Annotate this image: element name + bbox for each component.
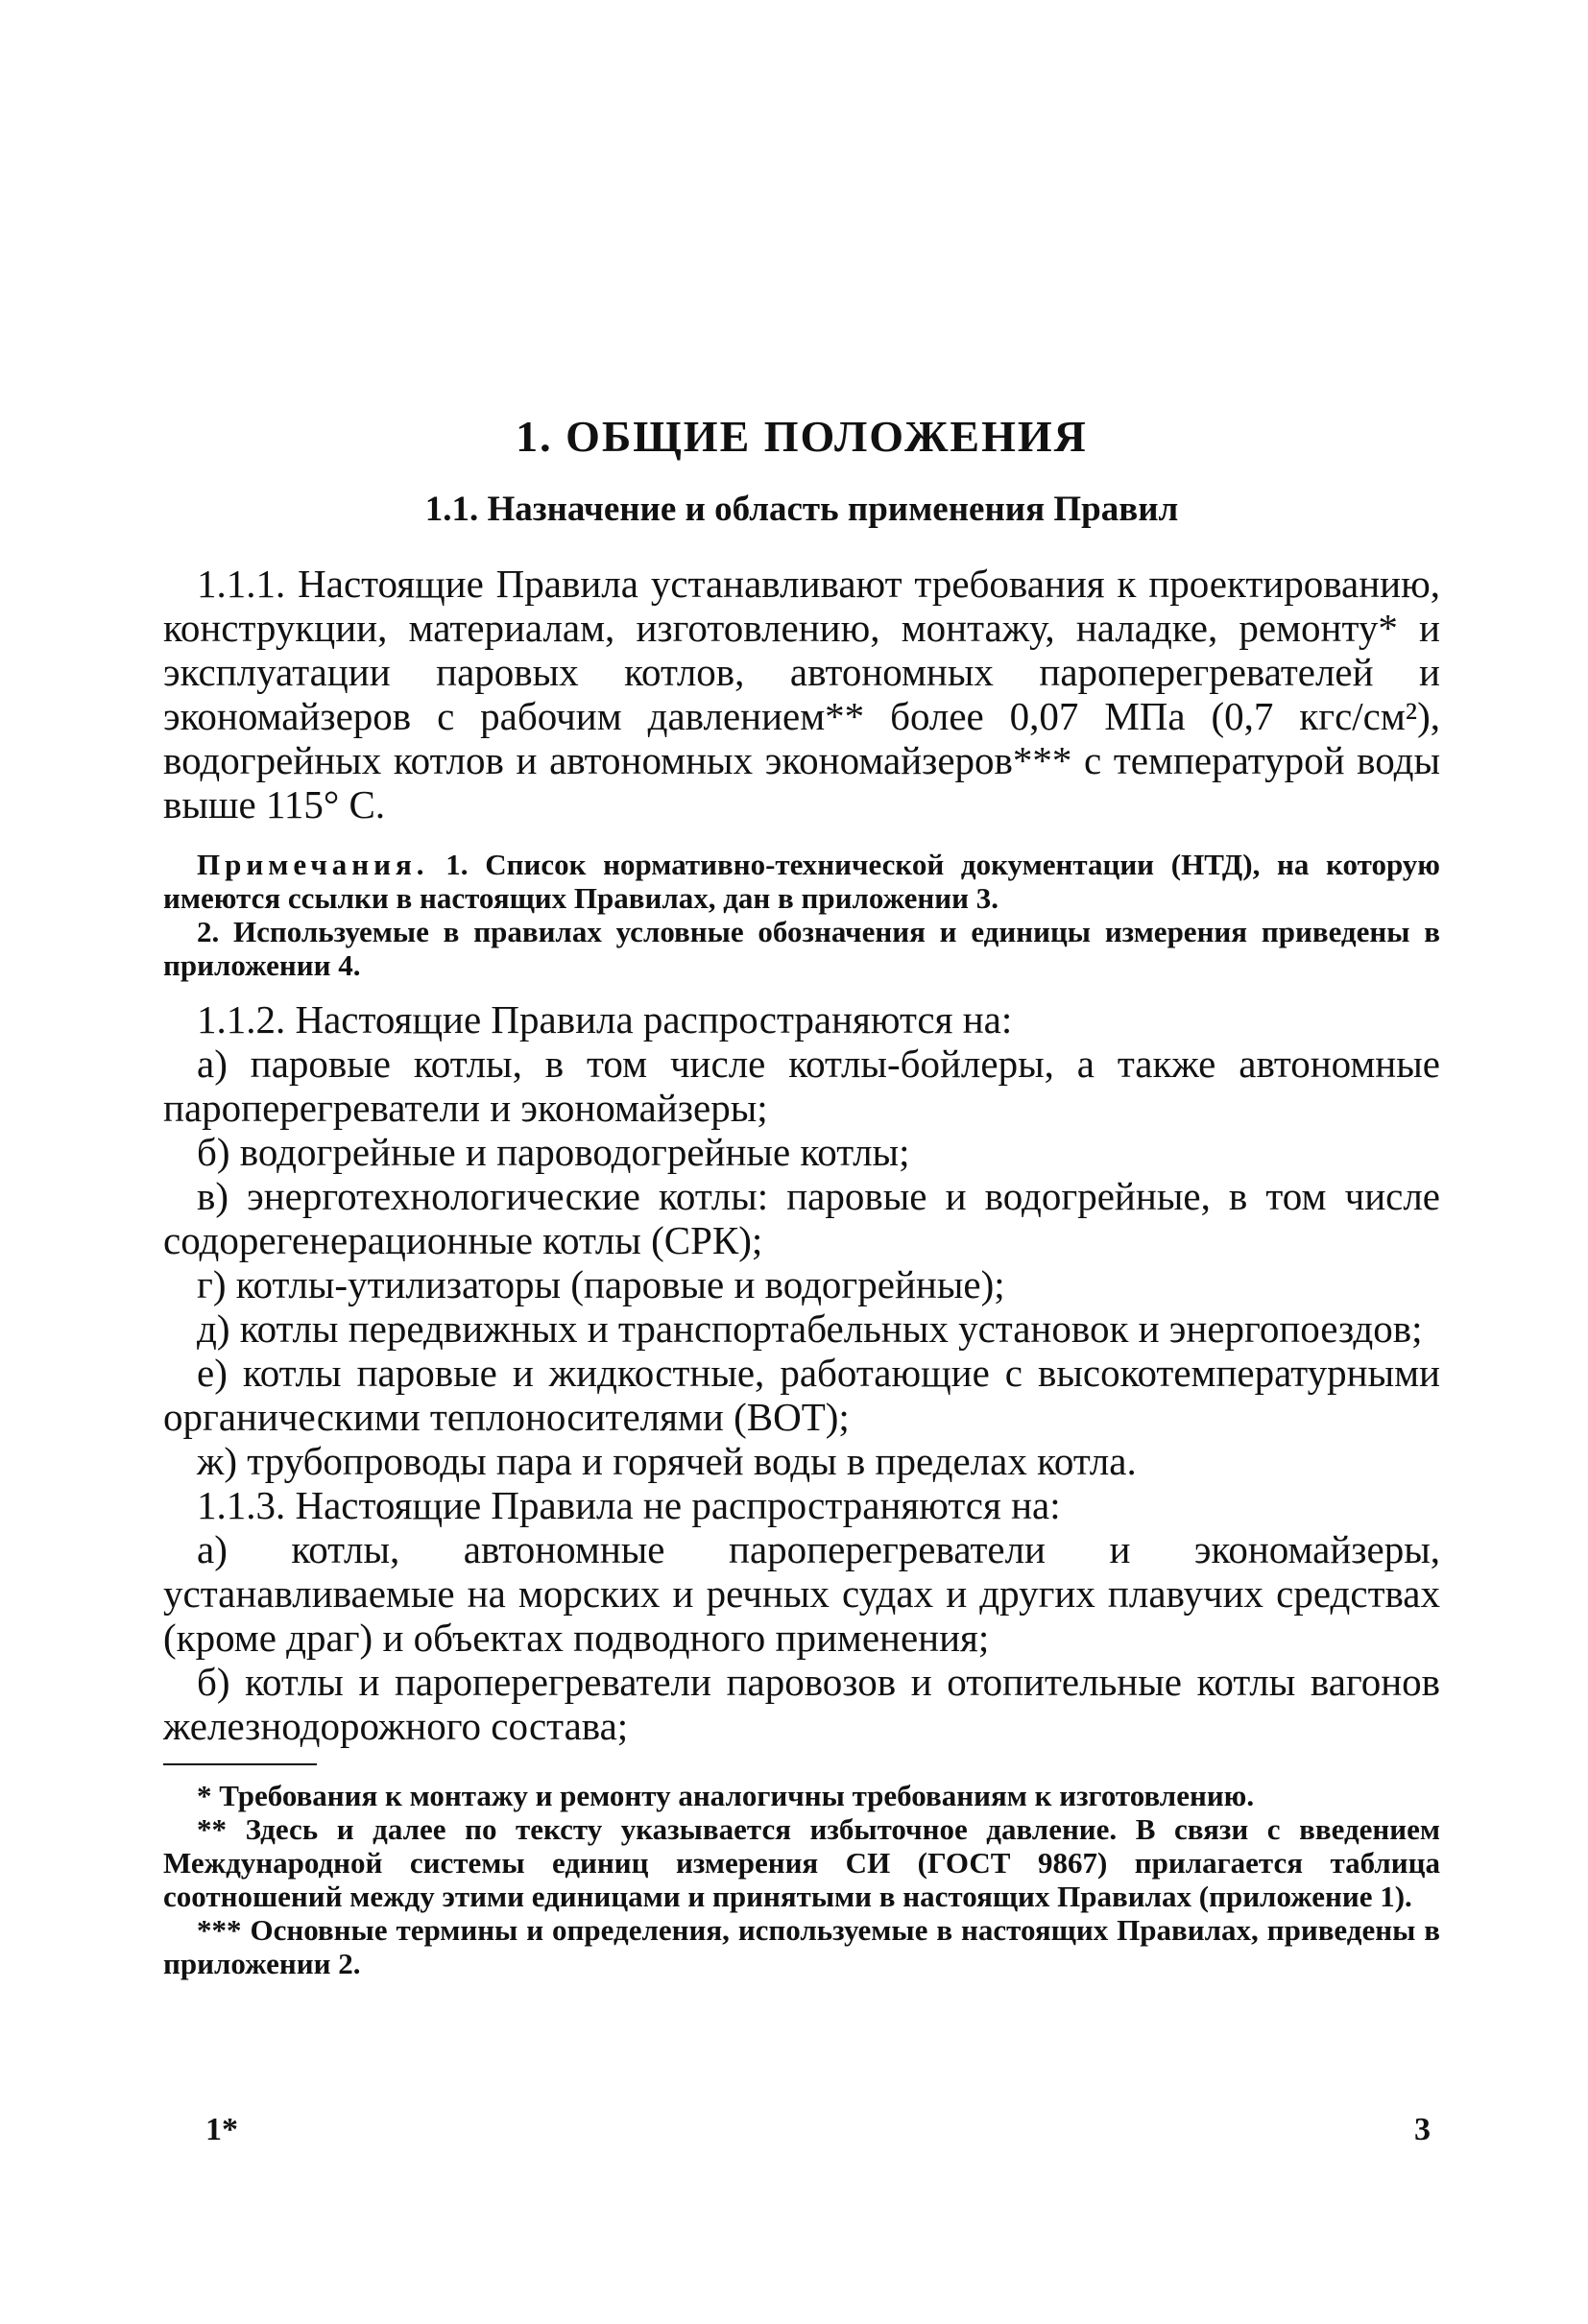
footnotes-block xyxy=(163,1779,1440,1980)
list-item-113-a: а) котлы, автономные пароперегреватели и экономайзеры, устанавливаемые на морских и речных судах и других плавучих средствах (кроме драг) и объектах подводного применения; xyxy=(163,1527,1440,1661)
chapter-title: 1. ОБЩИЕ ПОЛОЖЕНИЯ xyxy=(516,412,1088,461)
note-2: 2. Используемые в правилах условные обозначения и единицы измерения приведены в приложении 4. xyxy=(163,915,1440,983)
list-item-112-a: а) паровые котлы, в том числе котлы-бойлеры, а также автономные пароперегреватели и экономайзеры; xyxy=(163,1042,1440,1131)
note-1-text: 1. Список нормативно-технической документации (НТД), на которую имеются ссылки в настоящих Правилах, дан в приложении 3. xyxy=(163,848,1440,916)
list-item-112-d: д) котлы передвижных и транспортабельных установок и энергопоездов; xyxy=(197,1306,1423,1352)
footnote-2: ** Здесь и далее по тексту указывается избыточное давление. В связи с введением Международной системы единиц измерения СИ (ГОСТ 9867) прилагается таблица соотношений между этими единицами и принятыми в настоящих Правилах (приложение 1). xyxy=(163,1812,1440,1914)
notes-label: Примечания. xyxy=(197,848,429,882)
list-item-112-b: б) водогрейные и пароводогрейные котлы; xyxy=(197,1130,910,1175)
section-title: 1.1. Назначение и область применения Правил xyxy=(424,489,1179,529)
paragraph-1-1-1: 1.1.1. Настоящие Правила устанавливают требования к проектированию, конструкции, материалам, изготовлению, монтажу, наладке, ремонту* и эксплуатации паровых котлов, автономных пароперегревателей и экономайзеров с рабочим давлением** более 0,07 МПа (0,7 кгс/см²), водогрейных котлов и автономных экономайзеров*** с температурой воды выше 115° С. xyxy=(163,562,1440,827)
list-item-112-zh: ж) трубопроводы пара и горячей воды в пределах котла. xyxy=(197,1439,1137,1484)
footnote-3: *** Основные термины и определения, используемые в настоящих Правилах, приведены в приложении 2. xyxy=(163,1913,1440,1981)
list-item-112-g: г) котлы-утилизаторы (паровые и водогрейные); xyxy=(197,1262,1005,1307)
page-footer xyxy=(163,2112,1440,2169)
document-page xyxy=(163,413,1440,2237)
page-number: 3 xyxy=(1414,2112,1431,2147)
paragraph-1-1-3-lead: 1.1.3. Настоящие Правила не распространяются на: xyxy=(197,1483,1061,1528)
signature-mark: 1* xyxy=(205,2112,238,2147)
notes-block xyxy=(163,848,1440,982)
paragraph-1-1-2-lead: 1.1.2. Настоящие Правила распространяются на: xyxy=(197,997,1013,1042)
list-item-113-b: б) котлы и пароперегреватели паровозов и отопительные котлы вагонов железнодорожного состава; xyxy=(163,1660,1440,1749)
footnote-divider xyxy=(163,1763,317,1765)
footnote-1: * Требования к монтажу и ремонту аналогичны требованиям к изготовлению. xyxy=(197,1779,1255,1813)
note-1 xyxy=(163,848,1440,915)
list-item-112-v: в) энерготехнологические котлы: паровые и водогрейные, в том числе содорегенерационные котлы (СРК); xyxy=(163,1174,1440,1263)
list-item-112-e: е) котлы паровые и жидкостные, работающие с высокотемпературными органическими теплоносителями (ВОТ); xyxy=(163,1351,1440,1440)
